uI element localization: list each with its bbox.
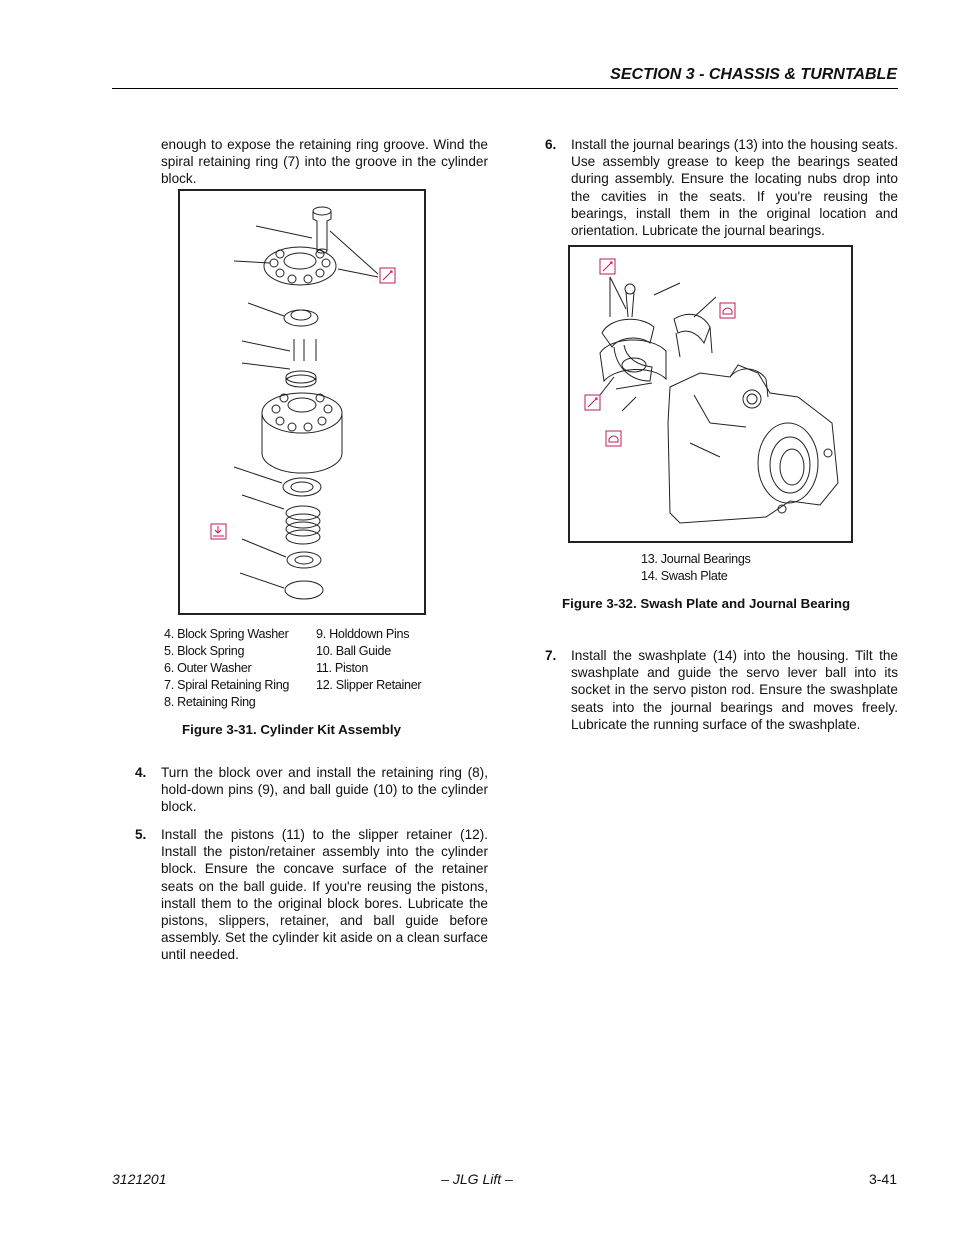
legend-right (316, 626, 446, 694)
cylinder-kit-drawing (180, 191, 424, 613)
legend-item: 10. Ball Guide (316, 644, 391, 658)
legend-item: 14. Swash Plate (641, 569, 728, 583)
legend-item: 8. Retaining Ring (164, 695, 256, 709)
lubricate-icon (585, 395, 600, 410)
header-rule (112, 88, 898, 89)
step-5: 5. Install the pistons (11) to the slipper retainer (12). Install the piston/retainer assembly into the cylinder block. Ensure the concave surface of the retainer seats on the ball guide. If you're reusing the pistons, install them to the original block bores. Lubricate the pistons, slippers, retainer, and ball guide before assembly. Set the cylinder kit aside on a clean surface until needed. (135, 827, 488, 963)
legend-swash (641, 551, 821, 585)
section-title: SECTION 3 - CHASSIS & TURNTABLE (610, 66, 897, 83)
step-6: 6. Install the journal bearings (13) into the housing seats. Use assembly grease to keep the bearings seated during assembly. Ensure the locating nubs drop into the cavities in the seats. If you're reusing the bearings, install them in the original location and orientation. Lubricate the journal bearings. (545, 137, 898, 239)
legend-item: 12. Slipper Retainer (316, 678, 422, 692)
swash-plate-figure (568, 245, 853, 543)
lubricate-icon (380, 268, 395, 283)
lubricate-icon (600, 259, 615, 274)
legend-item: 13. Journal Bearings (641, 552, 751, 566)
document-number: 3121201 (112, 1171, 167, 1187)
cylinder-kit-figure (178, 189, 426, 615)
step-number: 5. (135, 827, 147, 842)
legend-item: 4. Block Spring Washer (164, 627, 289, 641)
legend-left (164, 626, 314, 711)
legend-item: 11. Piston (316, 661, 369, 675)
step-number: 6. (545, 137, 557, 152)
intro-paragraph: enough to expose the retaining ring groove. Wind the spiral retaining ring (7) into the groove in the cylinder block. (161, 137, 488, 187)
grease-icon (606, 431, 621, 446)
figure-caption: Figure 3-32. Swash Plate and Journal Bearing (562, 596, 851, 611)
legend-item: 7. Spiral Retaining Ring (164, 678, 290, 692)
footer-brand: – JLG Lift – (441, 1171, 513, 1187)
swash-plate-drawing (570, 247, 851, 541)
step-7: 7. Install the swashplate (14) into the housing. Tilt the swashplate and guide the servo lever ball into its socket in the servo piston rod. Ensure the swashplate seats into the journal bearings and moves freely. Lubricate the running surface of the swashplate. (545, 648, 898, 732)
legend-item: 9. Holddown Pins (316, 627, 410, 641)
step-4: 4. Turn the block over and install the retaining ring (8), hold-down pins (9), and ball guide (10) to the cylinder block. (135, 765, 488, 815)
legend-item: 6. Outer Washer (164, 661, 252, 675)
press-icon (211, 524, 226, 539)
page-number: 3-41 (868, 1171, 897, 1187)
grease-icon (720, 303, 735, 318)
figure-caption: Figure 3-31. Cylinder Kit Assembly (182, 722, 401, 737)
step-number: 7. (545, 648, 557, 663)
legend-item: 5. Block Spring (164, 644, 245, 658)
step-number: 4. (135, 765, 147, 780)
